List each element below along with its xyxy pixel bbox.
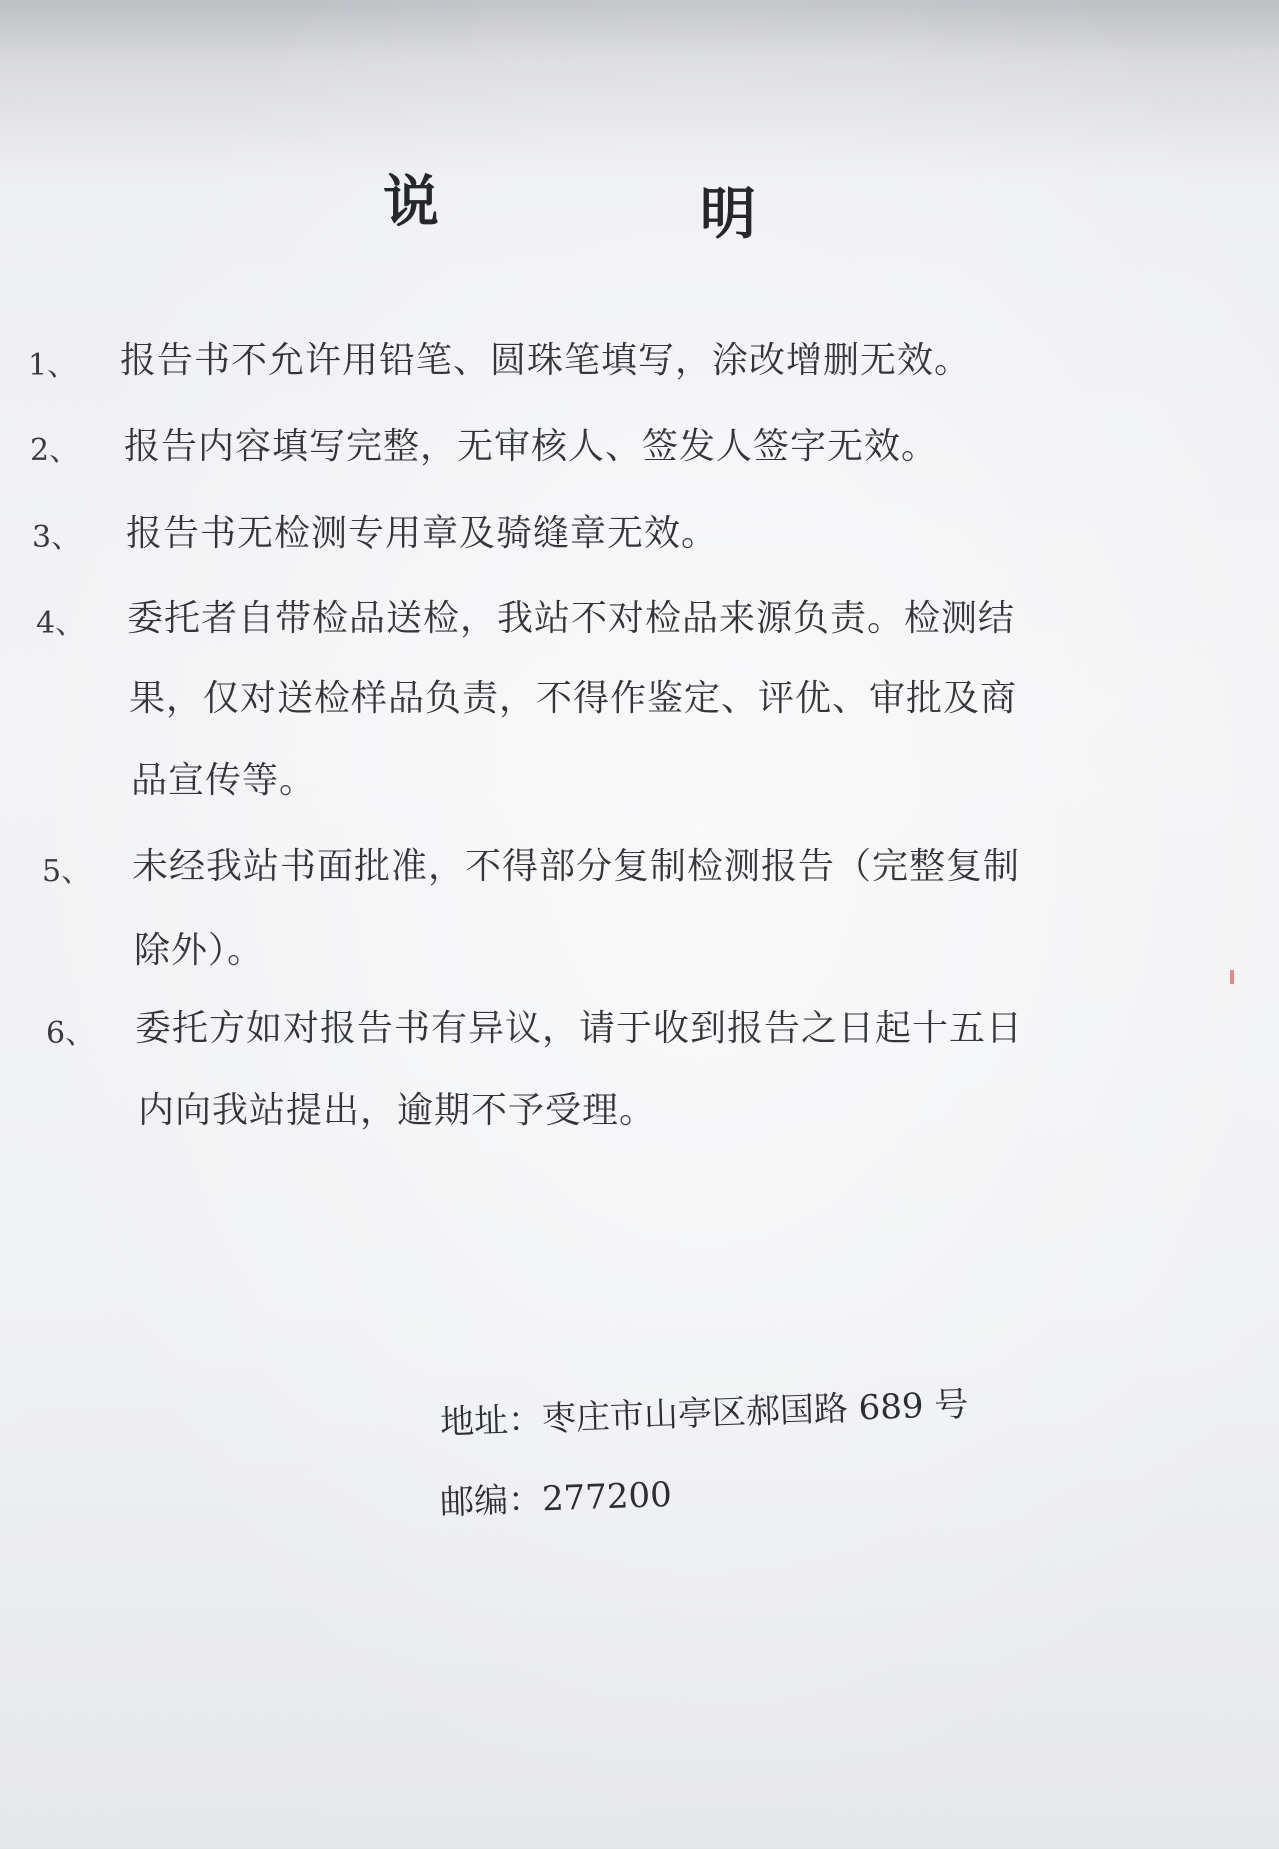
item-4-text-line-1: 委托者自带检品送检，我站不对检品来源负责。检测结 bbox=[127, 598, 1016, 639]
item-6-number: 6、 bbox=[46, 1016, 96, 1051]
item-6-text-line-2: 内向我站提出，逾期不予受理。 bbox=[138, 1090, 657, 1131]
title-char-1: 说 bbox=[383, 169, 441, 235]
item-1-number: 1、 bbox=[28, 348, 78, 383]
item-2-number: 2、 bbox=[30, 433, 80, 468]
address-line: 地址：枣庄市山亭区郝国路 689 号 bbox=[439, 1384, 970, 1443]
red-seal-arc bbox=[1215, 880, 1279, 1038]
item-3-text: 报告书无检测专用章及骑缝章无效。 bbox=[126, 513, 719, 554]
title-char-2: 明 bbox=[700, 181, 758, 247]
postcode-line: 邮编：277200 bbox=[439, 1474, 673, 1523]
item-5-text-line-1: 未经我站书面批准，不得部分复制检测报告（完整复制 bbox=[132, 846, 1021, 887]
item-4-text-line-2: 果，仅对送检样品负责，不得作鉴定、评优、审批及商 bbox=[129, 678, 1018, 719]
item-3-number: 3、 bbox=[32, 520, 82, 555]
item-2-text: 报告内容填写完整，无审核人、签发人签字无效。 bbox=[124, 426, 939, 467]
item-5-number: 5、 bbox=[42, 854, 92, 889]
red-seal-mark bbox=[1230, 970, 1234, 984]
item-1-text: 报告书不允许用铅笔、圆珠笔填写，涂改增删无效。 bbox=[120, 340, 972, 381]
item-5-text-line-2: 除外）。 bbox=[134, 930, 265, 971]
item-6-text-line-1: 委托方如对报告书有异议，请于收到报告之日起十五日 bbox=[135, 1008, 1024, 1049]
item-4-text-line-3: 品宣传等。 bbox=[131, 760, 317, 801]
item-4-number: 4、 bbox=[36, 606, 86, 641]
